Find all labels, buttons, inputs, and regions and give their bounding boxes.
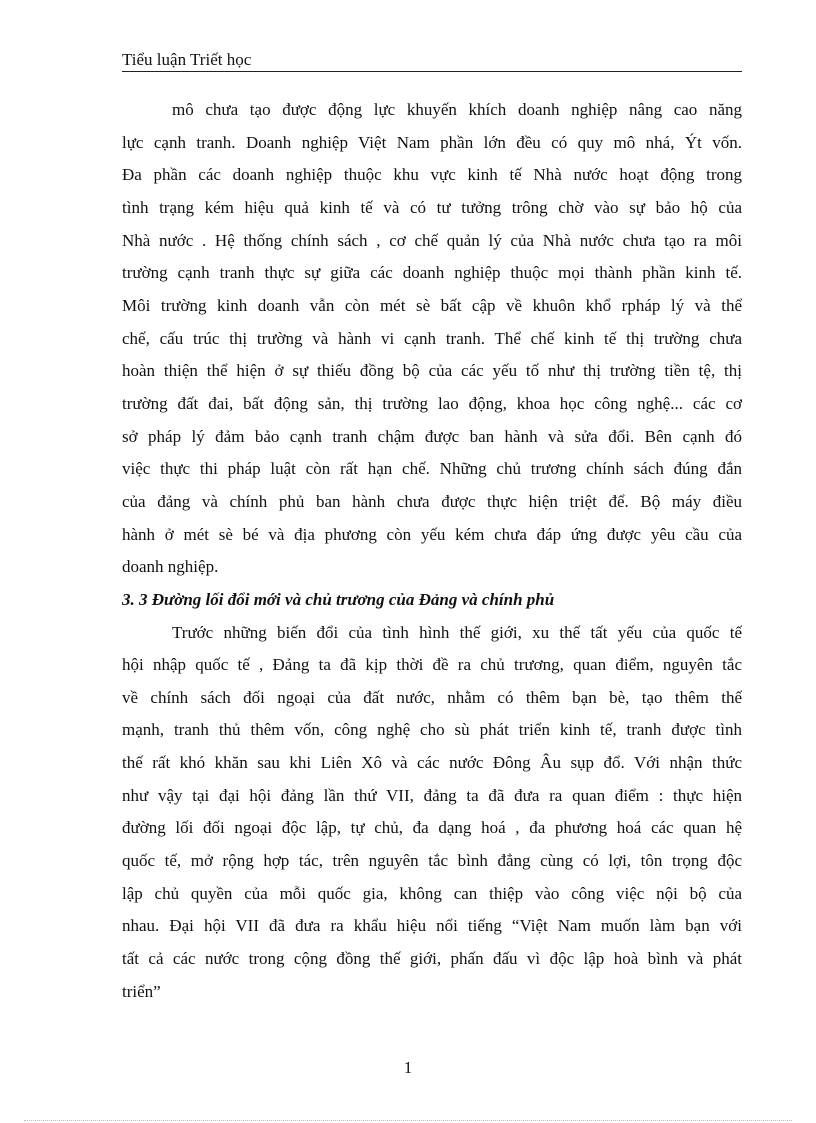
text-line: hội nhập quốc tế , Đảng ta đã kịp thời đề ra chủ trương, quan điểm, nguyên tắc [122,655,742,675]
page-bottom-border [24,1120,792,1121]
text-line: tình trạng kém hiệu quả kinh tế và có tư tưởng trông chờ vào sự bảo hộ của [122,197,742,217]
document-title: Tiểu luận Triết học [122,50,252,69]
text-line: chế, cấu trúc thị trường và hành vi cạnh tranh. Thể chế kinh tế thị trường chưa [122,328,742,348]
document-body [122,94,742,1008]
paragraph-1 [122,94,742,584]
section-heading: 3. 3 Đường lối đổi mới và chủ trương của Đảng và chính phủ [122,589,555,609]
text-line: doanh nghiệp. [122,557,219,577]
page-header [122,50,742,72]
text-line: của đảng và chính phủ ban hành chưa được thực hiện triệt để. Bộ máy điều [122,491,742,511]
page-number: 1 [403,1058,413,1077]
text-line: mô chưa tạo được động lực khuyến khích doanh nghiệp nâng cao năng [172,100,742,119]
text-line: đường lối đối ngoại độc lập, tự chủ, đa dạng hoá , đa phương hoá các quan hệ [122,818,742,838]
header-divider [122,71,742,72]
text-line: tất cả các nước trong cộng đồng thế giới, phấn đấu vì độc lập hoà bình và phát [122,949,742,969]
text-line: nhau. Đại hội VII đã đưa ra khẩu hiệu nổi tiếng “Việt Nam muốn làm bạn với [122,916,742,936]
text-line: việc thực thi pháp luật còn rất hạn chế. Những chủ trương chính sách đúng đắn [122,459,742,479]
text-line: thế rất khó khăn sau khi Liên Xô và các nước Đông Âu sụp đổ. Với nhận thức [122,753,742,773]
text-line: Trước những biến đổi của tình hình thế giới, xu thế tất yếu của quốc tế [172,622,742,642]
text-line: trường đất đai, bất động sản, thị trường lao động, khoa học công nghệ... các cơ [122,393,742,413]
text-line: mạnh, tranh thủ thêm vốn, công nghệ cho sù phát triển kinh tế, tranh được tình [122,720,742,740]
text-line: như vậy tại đại hội đảng lần thứ VII, đảng ta đã đưa ra quan điểm : thực hiện [122,785,742,805]
text-line: hoàn thiện thể hiện ở sự thiếu đồng bộ của các yếu tố như thị trường tiền tệ, thị [122,361,742,381]
text-line: Môi trường kinh doanh vẫn còn mét sè bất cập về khuôn khổ rpháp lý và thể [122,295,742,315]
text-line: lực cạnh tranh. Doanh nghiệp Việt Nam phần lớn đều có quy mô nhá, Ýt vốn. [122,132,742,152]
text-line: về chính sách đối ngoại của đất nước, nhằm có thêm bạn bè, tạo thêm thế [122,687,742,707]
paragraph-2 [122,617,742,1009]
text-line: triển” [122,981,161,1001]
text-line: hành ở mét sè bé và địa phương còn yếu kém chưa đáp ứng được yêu cầu của [122,524,742,544]
text-line: lập chủ quyền của mỗi quốc gia, không can thiệp vào công việc nội bộ của [122,883,742,903]
text-line: sở pháp lý đảm bảo cạnh tranh chậm được ban hành và sửa đổi. Bên cạnh đó [122,426,742,446]
text-line: Đa phần các doanh nghiệp thuộc khu vực kinh tế Nhà nước hoạt động trong [122,165,742,185]
text-line: trường cạnh tranh thực sự giữa các doanh nghiệp thuộc mọi thành phần kinh tế. [122,263,742,283]
text-line: Nhà nước . Hệ thống chính sách , cơ chế quản lý của Nhà nước chưa tạo ra môi [122,230,742,250]
text-line: quốc tế, mở rộng hợp tác, trên nguyên tắc bình đẳng cùng có lợi, tôn trọng độc [122,851,742,871]
